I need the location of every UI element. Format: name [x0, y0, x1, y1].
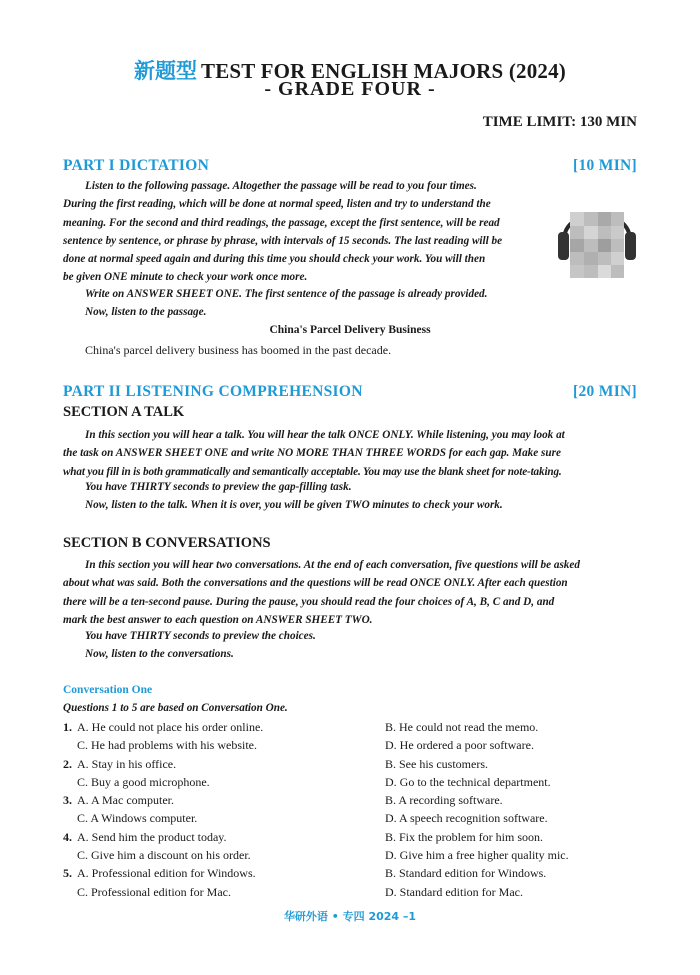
question-list — [63, 720, 637, 903]
question-row — [63, 848, 637, 866]
page-footer: 华研外语 • 专四 2024 –1 — [283, 910, 417, 923]
section-a-instructions — [63, 426, 637, 481]
choice-b: B. Fix the problem for him soon. — [385, 829, 543, 844]
question-row — [63, 720, 637, 738]
choice-c: C. Give him a discount on his order. — [77, 848, 251, 863]
question-row — [63, 757, 637, 775]
choice-b: B. See his customers. — [385, 756, 488, 771]
question-row — [63, 738, 637, 756]
question-4 — [63, 830, 637, 867]
part2-heading — [63, 383, 637, 401]
choice-d: D. A speech recognition software. — [385, 811, 548, 826]
choice-d: D. Give him a free higher quality mic. — [385, 848, 569, 863]
headphones-icon — [556, 188, 638, 285]
question-row — [63, 885, 637, 903]
choice-a: A. Send him the product today. — [77, 829, 227, 844]
question-row — [63, 866, 637, 884]
part1-title: PART I DICTATION — [63, 157, 210, 174]
passage-first-sentence: China's parcel delivery business has boomed in the past decade. — [85, 343, 392, 357]
question-1 — [63, 720, 637, 757]
part1-listen: Now, listen to the passage. — [85, 306, 207, 318]
new-format-tag: 新题型 — [134, 58, 197, 83]
passage-title: China's Parcel Delivery Business — [269, 324, 431, 336]
question-5 — [63, 866, 637, 903]
question-row — [63, 793, 637, 811]
section-a-line-3: what you fill in is both grammatically and semantically acceptable. You may use the blank sheet for note-taking. — [63, 465, 562, 478]
section-b-line-1: In this section you will hear two conversations. At the end of each conversation, five questions will be asked — [85, 559, 580, 571]
section-b-line-3: there will be a ten-second pause. During the pause, you should read the four choices of A, B, C and D, and — [63, 595, 555, 608]
question-3 — [63, 793, 637, 830]
part1-line-1: Listen to the following passage. Altogether the passage will be read to you four times. — [85, 180, 477, 192]
question-number: 1. — [63, 720, 72, 734]
section-a-title: SECTION A TALK — [63, 404, 185, 420]
section-b-line-4: mark the best answer to each question on ANSWER SHEET TWO. — [63, 613, 373, 626]
choice-b: B. A recording software. — [385, 793, 503, 808]
question-row — [63, 830, 637, 848]
conversation-one-title: Conversation One — [63, 684, 153, 696]
choice-c: C. He had problems with his website. — [77, 738, 257, 753]
choice-d: D. Go to the technical department. — [385, 774, 551, 789]
exam-grade: - GRADE FOUR - — [264, 78, 436, 100]
question-row — [63, 775, 637, 793]
choice-c: C. A Windows computer. — [77, 811, 198, 826]
choice-d: D. Standard edition for Mac. — [385, 884, 523, 899]
time-limit: TIME LIMIT: 130 MIN — [482, 114, 637, 130]
part2-title: PART II LISTENING COMPREHENSION — [63, 383, 363, 400]
question-number: 5. — [63, 866, 72, 881]
choice-c: C. Professional edition for Mac. — [77, 884, 231, 899]
choice-a: A. He could not place his order online. — [77, 720, 264, 734]
question-2 — [63, 757, 637, 794]
exam-title-text: TEST FOR ENGLISH MAJORS (2024) — [201, 59, 566, 83]
question-row — [63, 811, 637, 829]
part1-time: [10 MIN] — [573, 157, 637, 174]
part1-instructions — [63, 177, 549, 287]
section-b-instructions — [63, 556, 637, 629]
conversation-one-intro: Questions 1 to 5 are based on Conversation One. — [63, 702, 288, 714]
choice-c: C. Buy a good microphone. — [77, 774, 210, 789]
section-a-line-1: In this section you will hear a talk. You will hear the talk ONCE ONLY. While listening, you may look at — [85, 429, 565, 441]
question-number: 3. — [63, 793, 72, 808]
part1-line-2: During the first reading, which will be done at normal speed, listen and try to understand the — [63, 198, 491, 211]
section-b-listen: Now, listen to the conversations. — [85, 648, 234, 660]
part1-line-3: meaning. For the second and third readings, the passage, except the first sentence, will be read — [63, 216, 500, 229]
part2-time: [20 MIN] — [573, 383, 637, 400]
choice-a: A. Professional edition for Windows. — [77, 866, 256, 881]
section-b-line-2: about what was said. Both the conversations and the questions will be read ONCE ONLY. After each question — [63, 577, 568, 590]
section-a-line-2: the task on ANSWER SHEET ONE and write NO MORE THAN THREE WORDS for each gap. Make sure — [63, 447, 561, 460]
part1-heading — [63, 157, 637, 175]
part1-line-6: be given ONE minute to check your work once more. — [63, 271, 308, 284]
question-number: 2. — [63, 756, 72, 771]
choice-b: B. Standard edition for Windows. — [385, 866, 547, 881]
section-a-preview: You have THIRTY seconds to preview the gap-filling task. — [85, 481, 352, 493]
section-b-title: SECTION B CONVERSATIONS — [63, 535, 271, 551]
choice-d: D. He ordered a poor software. — [385, 738, 534, 753]
choice-a: A. Stay in his office. — [77, 756, 177, 771]
section-b-preview: You have THIRTY seconds to preview the choices. — [85, 630, 316, 642]
choice-a: A. A Mac computer. — [77, 793, 174, 808]
question-number: 4. — [63, 829, 72, 844]
section-a-listen: Now, listen to the talk. When it is over, you will be given TWO minutes to check your work. — [85, 499, 503, 511]
part1-write-on: Write on ANSWER SHEET ONE. The first sentence of the passage is already provided. — [85, 288, 488, 300]
part1-line-5: done at normal speed again and during this time you should check your work. You will then — [63, 253, 486, 266]
choice-b: B. He could not read the memo. — [385, 720, 539, 734]
part1-line-4: sentence by sentence, or phrase by phrase, with intervals of 15 seconds. The last reading will be — [63, 234, 503, 247]
